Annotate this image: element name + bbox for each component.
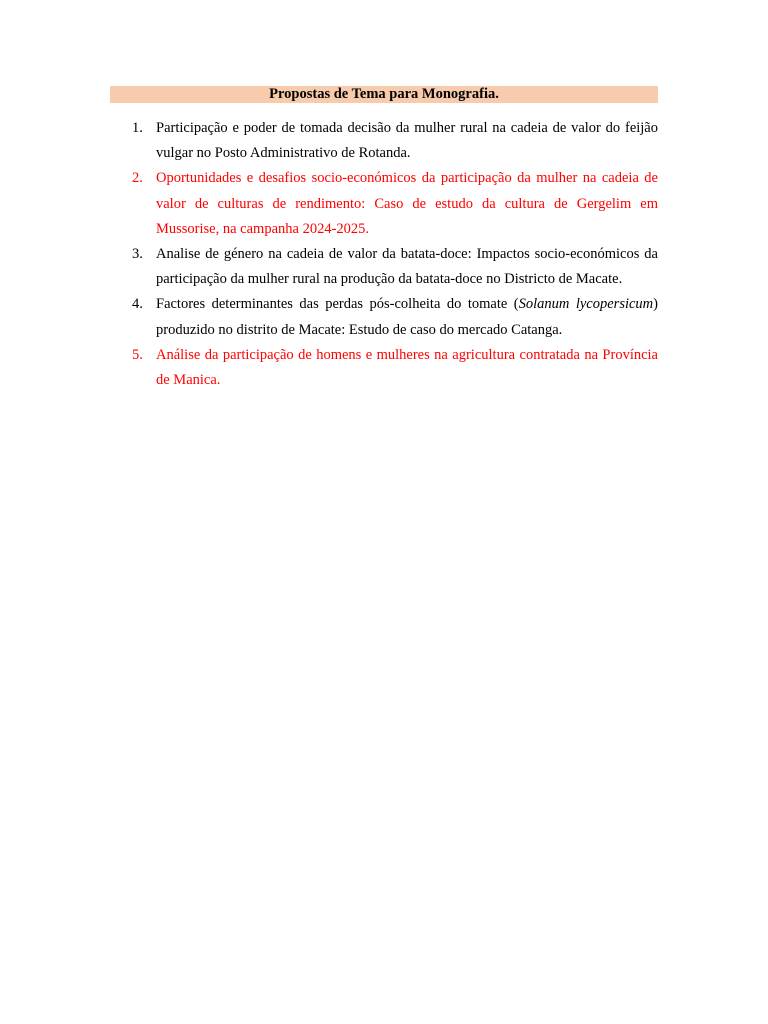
topic-text-before: Factores determinantes das perdas pós-colheita do tomate ( xyxy=(156,296,519,313)
topic-item-1 xyxy=(110,116,658,166)
topic-number: 3. xyxy=(132,246,143,263)
document-title: Propostas de Tema para Monografia. xyxy=(110,86,658,103)
topic-item-5 xyxy=(110,343,658,393)
topic-text: Oportunidades e desafios socio-económicos da participação da mulher na cadeia de valor de culturas de rendimento: Caso de estudo da cultura de Gergelim em Mussorise, na campanha 2024-2025. xyxy=(156,170,658,237)
topic-text-after: ) produzido no distrito de Macate: Estudo de caso do mercado Catanga. xyxy=(156,296,658,338)
topic-item-2 xyxy=(110,166,658,242)
topic-number: 1. xyxy=(132,120,143,136)
topic-scientific-name: Solanum lycopersicum xyxy=(518,296,654,313)
topic-number: 5. xyxy=(132,346,143,363)
topic-number: 2. xyxy=(132,170,143,187)
topic-text: Analise de género na cadeia de valor da batata-doce: Impactos socio-económicos da participação da mulher rural na produção da batata-doce no Districto de Macate. xyxy=(156,246,658,288)
topic-item-4 xyxy=(110,292,658,342)
topic-list xyxy=(110,116,658,393)
document-page xyxy=(110,86,658,393)
topic-text: Análise da participação de homens e mulheres na agricultura contratada na Província de Manica. xyxy=(156,346,658,389)
topic-number: 4. xyxy=(132,296,143,313)
topic-text: Participação e poder de tomada decisão da mulher rural na cadeia de valor do feijão vulgar no Posto Administrativo de Rotanda. xyxy=(156,120,658,162)
topic-item-3 xyxy=(110,242,658,292)
